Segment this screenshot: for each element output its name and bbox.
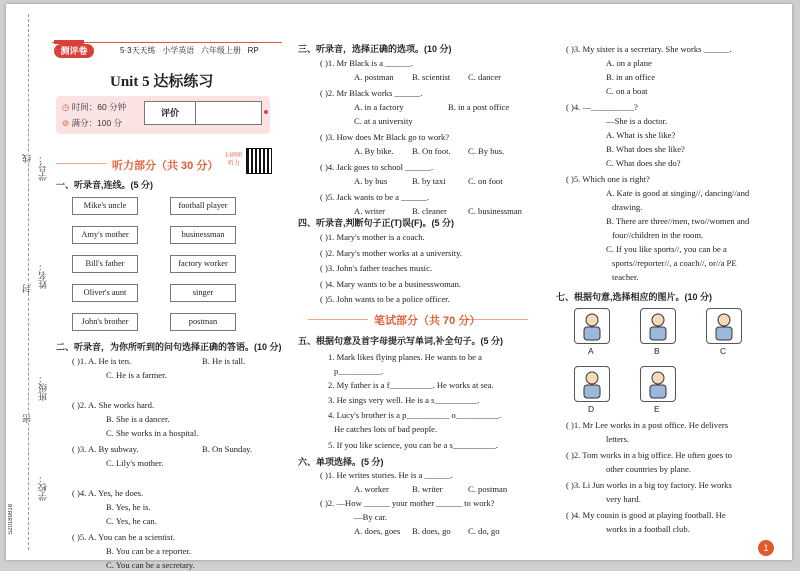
picture-label: A: [588, 346, 594, 356]
match-right-item[interactable]: singer: [170, 284, 236, 302]
job-picture[interactable]: [640, 308, 676, 344]
unit-title: Unit 5 达标练习: [110, 74, 214, 90]
writing-title: 笔试部分（共 70 分）: [374, 315, 481, 327]
answer-option-c[interactable]: C. Lily's mother.: [106, 458, 164, 468]
option[interactable]: B. What does she like?: [606, 144, 685, 154]
info-panel: [56, 96, 270, 134]
answer-option-c[interactable]: C. Yes, he can.: [106, 516, 157, 526]
gutter-class: 班级：: [38, 374, 48, 401]
true-false-item[interactable]: ( )4. Mary wants to be a businesswoman.: [320, 278, 462, 289]
person-icon: [575, 367, 609, 401]
option[interactable]: C. What does she do?: [606, 158, 681, 168]
picture-label: C: [720, 346, 727, 356]
option[interactable]: four//children in the room.: [612, 230, 704, 240]
match-left-item[interactable]: Oliver's aunt: [72, 284, 138, 302]
answer-option-c[interactable]: C. He is a farmer.: [106, 370, 167, 380]
answer-hint: —By car.: [354, 512, 387, 522]
question-stem: ( )4. —__________?: [566, 102, 638, 112]
match-right-item[interactable]: businessman: [170, 226, 236, 244]
question-stem: ( )1. He writes stories. He is a ______.: [320, 470, 453, 480]
option[interactable]: B. There are three//men, two//women and: [606, 216, 750, 226]
header-edition: RP: [247, 46, 259, 55]
gutter-student-id: 学号：: [38, 154, 48, 181]
question-stem: ( )2. Mr Black works ______.: [320, 88, 423, 98]
person-icon: [641, 309, 675, 343]
job-picture[interactable]: [574, 366, 610, 402]
question-stem: ( )3. How does Mr Black go to work?: [320, 132, 450, 142]
match-left-item[interactable]: Bill's father: [72, 255, 138, 273]
option[interactable]: A. on a plane: [606, 58, 652, 68]
person-icon: [641, 367, 675, 401]
answer-option-b[interactable]: B. She is a dancer.: [106, 414, 170, 424]
binding-gutter: [6, 4, 50, 560]
picture-label: D: [588, 404, 595, 414]
option[interactable]: sports//reporter//, a coach//, or//a PE: [612, 258, 737, 268]
option-c[interactable]: C. at a university: [354, 116, 413, 126]
option-b[interactable]: B. in a post office: [448, 102, 510, 112]
s7-title: 七、根据句意,选择相应的图片。(10 分): [556, 292, 713, 302]
gutter-mark-secret: 密: [22, 414, 32, 423]
fill-in-item[interactable]: 4. Lucy's brother is a p__________ o__________.: [328, 410, 501, 420]
qr-code[interactable]: [246, 148, 272, 174]
question-stem[interactable]: ( )1. Mr Lee works in a post office. He delivers: [566, 420, 729, 430]
question-stem: ( )5. Jack wants to be a ______.: [320, 192, 430, 202]
answer-option-a[interactable]: ( )1. A. He is ten.: [72, 356, 132, 366]
answer-option-a[interactable]: ( )3. A. By subway.: [72, 444, 139, 454]
s4-title: 四、听录音,判断句子正(T)误(F)。(5 分): [298, 218, 454, 228]
option-c[interactable]: C. businessman: [468, 206, 522, 216]
gutter-mark-seal: 封: [22, 284, 32, 293]
eval-box: [144, 101, 262, 125]
qr-hint: 扫码听听力: [224, 153, 243, 167]
job-picture[interactable]: [574, 308, 610, 344]
page-number: 1: [758, 540, 774, 556]
job-picture[interactable]: [706, 308, 742, 344]
question-stem: ( )5. Which one is right?: [566, 174, 650, 184]
option-a[interactable]: A. By bike.: [354, 146, 394, 156]
s3-title: 三、听录音，选择正确的选项。(10 分): [298, 44, 452, 54]
true-false-item[interactable]: ( )3. John's father teaches music.: [320, 263, 433, 273]
info-time: 时间：60 分钟: [71, 102, 127, 112]
option[interactable]: A. Kate is good at singing//, dancing//and: [606, 188, 750, 198]
fill-in-item[interactable]: 2. My father is a f__________. He works at sea.: [328, 380, 494, 390]
option-c[interactable]: C. By bus.: [468, 146, 505, 156]
question-continuation: letters.: [606, 434, 630, 444]
match-left-item[interactable]: Amy's mother: [72, 226, 138, 244]
question-stem[interactable]: ( )4. My cousin is good at playing football. He: [566, 510, 726, 520]
answer-option-b[interactable]: B. Yes, he is.: [106, 502, 151, 512]
fill-in-item[interactable]: 1. Mark likes flying planes. He wants to be a: [328, 352, 482, 362]
s2-title: 二、听录音，为你所听到的问句选择正确的答语。(10 分): [56, 342, 282, 352]
question-stem: ( )2. —How ______ your mother ______ to work?: [320, 498, 495, 508]
picture-label: B: [654, 346, 660, 356]
match-left-item[interactable]: Mike's uncle: [72, 197, 138, 215]
header-badge: 测评卷: [54, 44, 94, 58]
match-right-item[interactable]: factory worker: [170, 255, 236, 273]
info-score: 满分：100 分: [71, 118, 123, 128]
option[interactable]: C. If you like sports//, you can be a: [606, 244, 727, 254]
option-b[interactable]: B. On foot.: [412, 146, 451, 156]
answer-option-b[interactable]: B. On Sunday.: [202, 444, 253, 454]
answer-option-a[interactable]: ( )2. A. She works hard.: [72, 400, 155, 410]
eval-label: 评价: [145, 102, 196, 124]
option[interactable]: —She is a doctor.: [606, 116, 668, 126]
gutter-name: 姓名：: [38, 262, 48, 289]
s5-title: 五、根据句意及首字母提示写单词,补全句子。(5 分): [298, 336, 504, 346]
answer-option-c[interactable]: C. You can be a secretary.: [106, 560, 195, 570]
listening-title: 听力部分（共 30 分）: [112, 160, 219, 172]
question-continuation: other countries by plane.: [606, 464, 691, 474]
option-b[interactable]: B. does, go: [412, 526, 451, 536]
question-stem[interactable]: ( )3. Li Jun works in a big toy factory. He works: [566, 480, 732, 490]
option[interactable]: C. on a boat: [606, 86, 648, 96]
option-b[interactable]: B. scientist: [412, 72, 451, 82]
score-icon: ⊘: [62, 118, 70, 128]
option[interactable]: B. in an office: [606, 72, 656, 82]
option-a[interactable]: A. by bus: [354, 176, 388, 186]
option-c[interactable]: C. postman: [468, 484, 508, 494]
option-a[interactable]: A. postman: [354, 72, 394, 82]
answer-option-a[interactable]: ( )4. A. Yes, he does.: [72, 488, 144, 498]
gutter-school: 学校：: [38, 474, 48, 501]
cut-line: [28, 14, 29, 550]
option-a[interactable]: A. writer: [354, 206, 386, 216]
header-series: 5·3天天练: [120, 46, 156, 55]
question-stem: ( )1. Mr Black is a ______.: [320, 58, 414, 68]
fill-in-item[interactable]: p__________.: [334, 366, 384, 376]
fill-in-item[interactable]: He catches lots of bad people.: [334, 424, 438, 434]
header-grade: 六年级上册: [200, 46, 241, 55]
option-b[interactable]: B. cleaner: [412, 206, 447, 216]
s1-title: 一、听录音,连线。(5 分): [56, 180, 154, 190]
question-continuation: works in a football club.: [606, 524, 690, 534]
clock-icon: ◷: [62, 102, 70, 112]
question-stem: ( )3. My sister is a secretary. She works ______.: [566, 44, 732, 54]
gutter-code: S20189818: [8, 504, 14, 535]
option-a[interactable]: A. worker: [354, 484, 389, 494]
answer-option-c[interactable]: C. She works in a hospital.: [106, 428, 199, 438]
worksheet-page: [6, 4, 792, 570]
match-right-item[interactable]: postman: [170, 313, 236, 331]
question-stem[interactable]: ( )2. Tom works in a big office. He often goes to: [566, 450, 732, 460]
picture-label: E: [654, 404, 660, 414]
option-c[interactable]: C. dancer: [468, 72, 501, 82]
option[interactable]: teacher.: [612, 272, 639, 282]
option-a[interactable]: A. in a factory: [354, 102, 404, 112]
answer-option-b[interactable]: B. He is tall.: [202, 356, 246, 366]
s6-title: 六、单项选择。(5 分): [298, 457, 384, 467]
option[interactable]: drawing.: [612, 202, 643, 212]
option-c[interactable]: C. on foot: [468, 176, 503, 186]
option-c[interactable]: C. do, go: [468, 526, 500, 536]
fill-in-item[interactable]: 3. He sings very well. He is a s__________.: [328, 395, 480, 405]
question-continuation: very hard.: [606, 494, 641, 504]
person-icon: [707, 309, 741, 343]
job-picture[interactable]: [640, 366, 676, 402]
true-false-item[interactable]: ( )2. Mary's mother works at a university.: [320, 247, 463, 258]
question-stem: ( )4. Jack goes to school ______.: [320, 162, 434, 172]
gutter-mark-line: 线: [22, 154, 32, 163]
option[interactable]: A. What is she like?: [606, 130, 676, 140]
option-a[interactable]: A. does, goes: [354, 526, 401, 536]
option-b[interactable]: B. writer: [412, 484, 443, 494]
match-right-item[interactable]: football player: [170, 197, 236, 215]
person-icon: [575, 309, 609, 343]
answer-option-a[interactable]: ( )5. A. You can be a scientist.: [72, 532, 175, 542]
match-left-item[interactable]: John's brother: [72, 313, 138, 331]
header-subject: 小学英语: [162, 46, 195, 55]
answer-option-b[interactable]: B. You can be a reporter.: [106, 546, 191, 556]
fill-in-item[interactable]: 5. If you like science, you can be a s__________.: [328, 440, 498, 450]
true-false-item[interactable]: ( )1. Mary's mother is a coach.: [320, 232, 425, 242]
option-b[interactable]: B. by taxi: [412, 176, 446, 186]
true-false-item[interactable]: ( )5. John wants to be a police officer.: [320, 294, 450, 304]
